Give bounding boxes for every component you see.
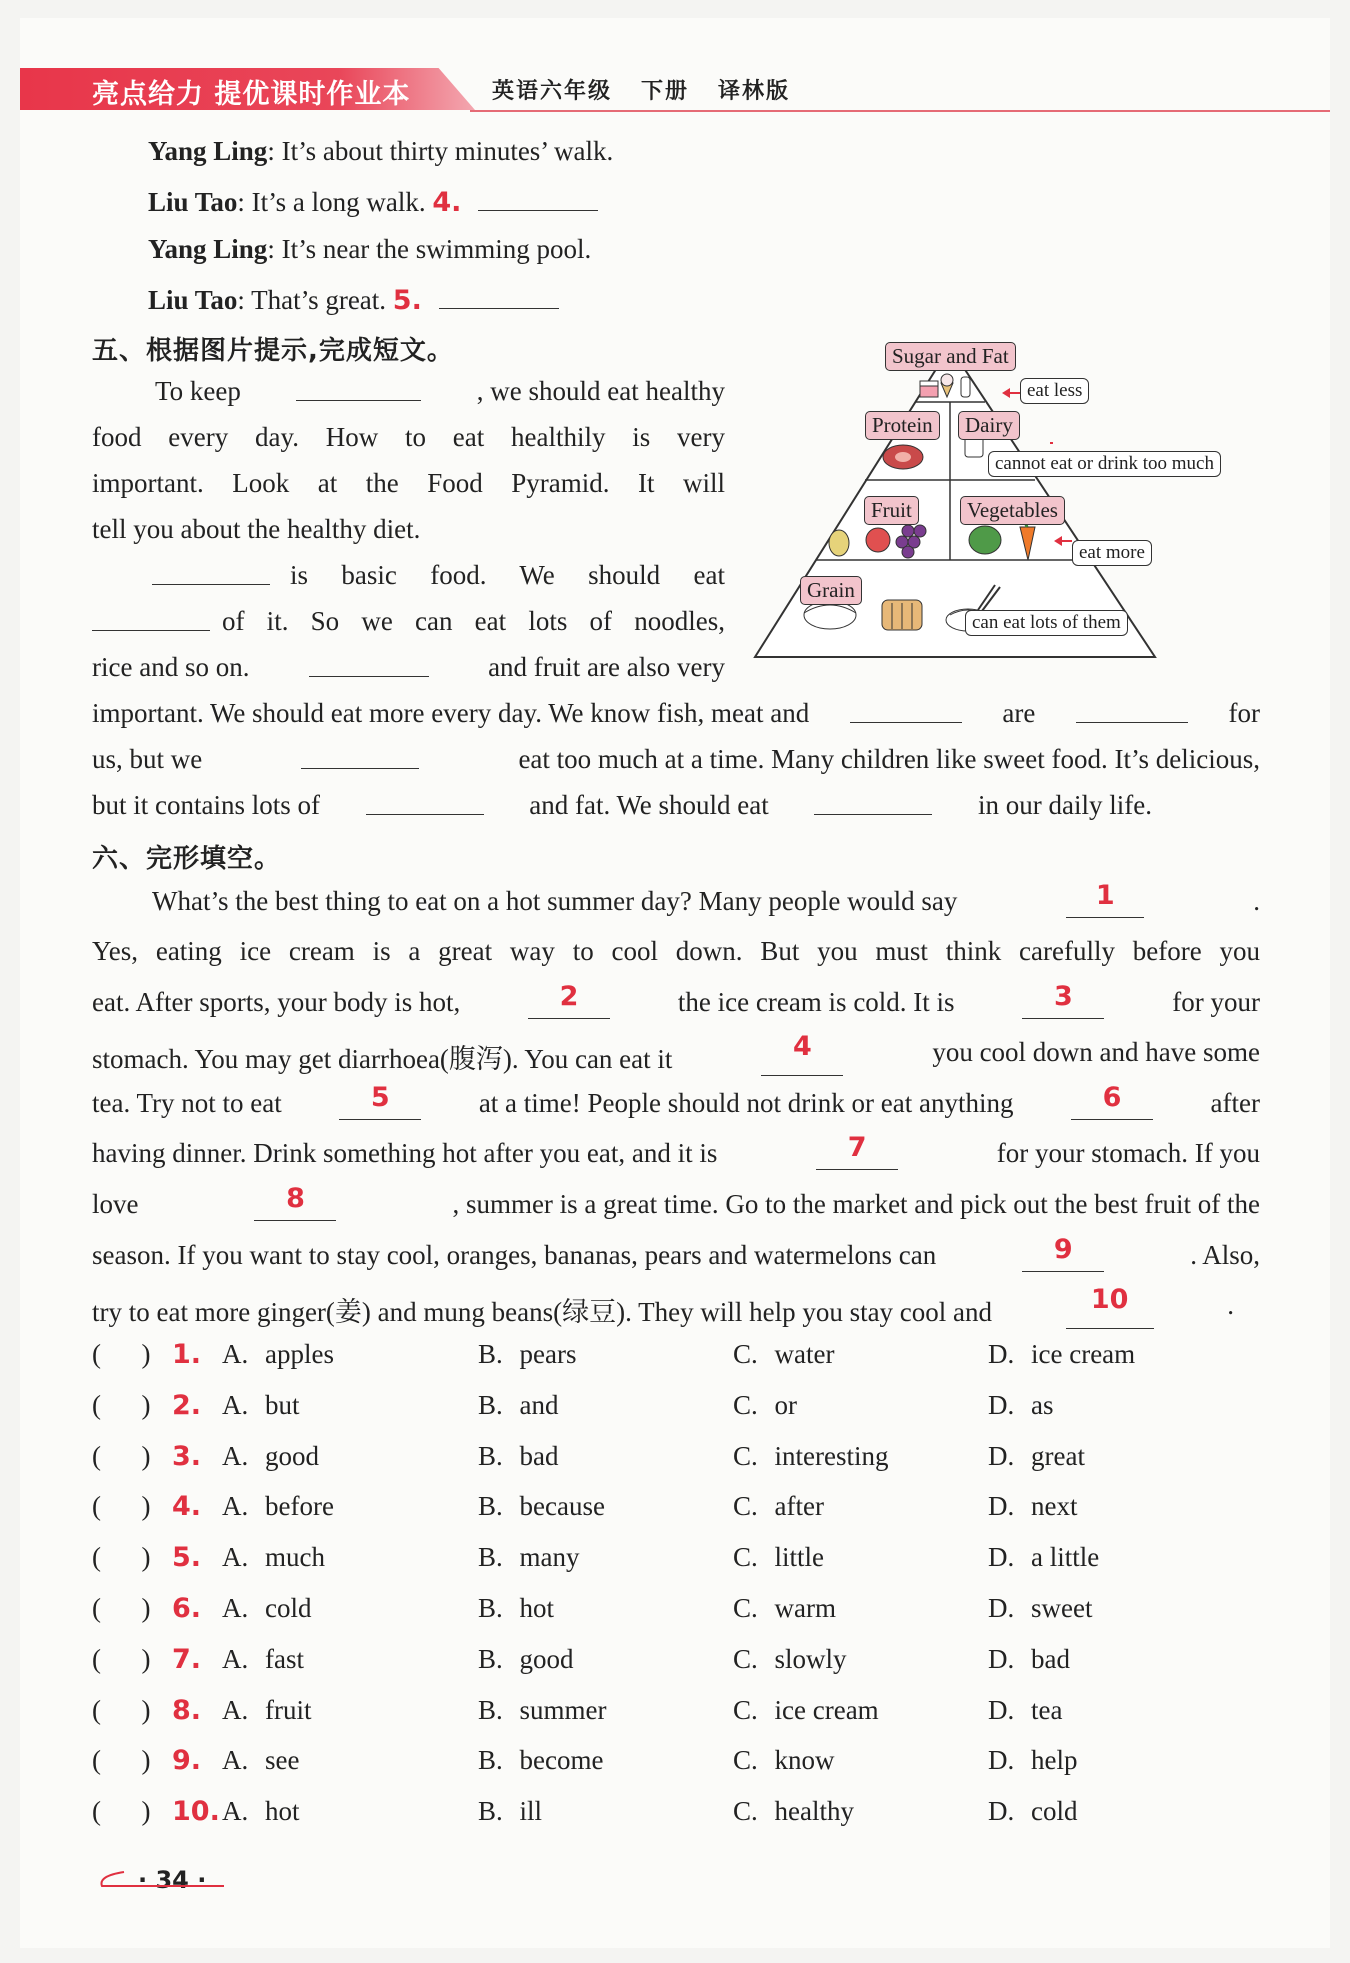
page-number: · 34 · [138, 1866, 207, 1894]
answer-blank[interactable] [296, 376, 421, 401]
text: eat too much at a time. Many children like sweet food. It’s delicious, [518, 744, 1260, 774]
option-text: cold [1031, 1796, 1078, 1827]
option-text: or [774, 1389, 798, 1420]
passage-line: tell you about the healthy diet. [92, 514, 421, 544]
text: eat. After sports, your body is hot, [92, 987, 461, 1017]
blank-number: 7 [847, 1132, 867, 1163]
answer-blank[interactable] [92, 606, 210, 631]
option-letter: D. [988, 1694, 1021, 1725]
answer-bracket[interactable]: ( ) [92, 1796, 151, 1827]
cloze-blank[interactable] [339, 1082, 421, 1120]
option-letter: A. [222, 1694, 255, 1725]
text: but it contains lots of [92, 790, 320, 820]
option-text: know [774, 1745, 835, 1776]
lettuce-icon [969, 526, 1001, 554]
option-text: and [519, 1389, 559, 1420]
text: stomach. You may get diarrhoea(腹泻). You can eat it [92, 1044, 673, 1074]
text: for your stomach. If you [996, 1138, 1260, 1168]
question-number: 9. [172, 1745, 202, 1777]
text: having dinner. Drink something hot after you eat, and it is [92, 1138, 718, 1168]
option-text: help [1031, 1745, 1078, 1776]
answer-blank[interactable] [478, 186, 598, 211]
question-number: 3. [172, 1440, 202, 1472]
question-number: 5. [172, 1542, 202, 1574]
pyramid-label-vegetables: Vegetables [960, 496, 1065, 525]
text: rice and so on. [92, 652, 250, 682]
option-letter: B. [478, 1339, 510, 1369]
question-number: 8. [172, 1694, 202, 1726]
blank-number: 2 [559, 981, 579, 1012]
text: of it. So we can eat lots of noodles, [222, 606, 725, 636]
blank-number: 5 [370, 1082, 390, 1113]
question-number: 6. [172, 1593, 202, 1624]
text: are [1002, 698, 1036, 728]
answer-blank[interactable] [301, 744, 419, 769]
text: and fat. We should eat [529, 790, 769, 820]
option-letter: D. [988, 1339, 1021, 1369]
text: after [1210, 1088, 1260, 1118]
option-a[interactable] [222, 1745, 299, 1776]
book-title: 亮点给力 提优课时作业本 [92, 79, 411, 110]
speaker-sep: : [267, 234, 282, 264]
cake-icon [920, 381, 938, 397]
answer-bracket[interactable]: ( ) [92, 1593, 151, 1623]
arrow-icon [1002, 388, 1020, 398]
passage-line: food every day. How to eat healthily is very [92, 422, 725, 452]
blank-number: 1 [1095, 880, 1115, 911]
text: is basic food. We should eat [290, 560, 725, 590]
cloze-blank[interactable] [761, 1031, 843, 1076]
speaker: Liu Tao [148, 187, 238, 217]
pyramid-note: can eat lots of them [965, 610, 1128, 636]
cloze-blank[interactable] [1066, 880, 1144, 918]
option-letter: D. [988, 1491, 1021, 1522]
option-letter: C. [733, 1643, 765, 1674]
question-number: 5. [392, 285, 422, 316]
option-text: tea [1031, 1694, 1063, 1725]
speaker: Yang Ling [148, 136, 268, 166]
answer-blank[interactable] [814, 790, 932, 815]
answer-blank[interactable] [439, 284, 559, 309]
option-c[interactable] [733, 1542, 824, 1573]
text: at a time! People should not drink or eat anything [478, 1088, 1014, 1118]
blank-number: 3 [1054, 981, 1073, 1012]
text: , summer is a great time. Go to the market and pick out the best fruit of the [452, 1189, 1260, 1219]
option-letter: C. [733, 1593, 765, 1623]
option-letter: A. [222, 1440, 255, 1471]
blank-number: 6 [1102, 1082, 1122, 1113]
answer-bracket[interactable]: ( ) [92, 1389, 151, 1420]
option-text: hot [519, 1593, 555, 1623]
dialogue-text: It’s a long walk. [251, 187, 426, 217]
option-b[interactable] [478, 1745, 603, 1776]
answer-bracket[interactable]: ( ) [92, 1694, 151, 1725]
answer-blank[interactable] [309, 652, 429, 677]
option-a[interactable] [222, 1491, 334, 1522]
option-text: before [265, 1491, 334, 1522]
option-letter: C. [733, 1389, 765, 1420]
passage-line [92, 790, 1152, 821]
option-text: cold [265, 1593, 312, 1623]
section-heading: 六、完形填空。 [92, 844, 282, 874]
option-c[interactable] [733, 1745, 835, 1776]
cloze-blank[interactable] [816, 1132, 898, 1170]
rice-bowl-icon [804, 601, 856, 629]
option-d[interactable] [988, 1796, 1078, 1827]
answer-bracket[interactable]: ( ) [92, 1491, 151, 1522]
option-letter: A. [222, 1339, 255, 1369]
option-b[interactable] [478, 1695, 607, 1726]
option-letter: C. [733, 1491, 765, 1522]
option-letter: B. [478, 1542, 510, 1573]
option-letter: A. [222, 1542, 255, 1573]
question-number: 10. [172, 1796, 220, 1828]
option-b[interactable] [478, 1644, 574, 1675]
section-heading: 五、根据图片提示,完成短文。 [92, 336, 454, 366]
option-text: because [519, 1491, 605, 1522]
passage-line [92, 606, 725, 637]
option-letter: B. [478, 1643, 510, 1674]
cloze-line: Yes, eating ice cream is a great way to cool down. But you must think carefully before you [92, 936, 1260, 966]
pyramid-note: cannot eat or drink too much [988, 451, 1221, 477]
option-d[interactable] [988, 1339, 1135, 1370]
text: . Also, [1190, 1240, 1260, 1270]
text: the ice cream is cold. It is [677, 987, 955, 1017]
pyramid-note: eat less [1020, 378, 1089, 404]
cloze-blank[interactable] [1071, 1082, 1153, 1120]
option-c[interactable] [733, 1695, 879, 1726]
option-letter: C. [733, 1542, 765, 1573]
cloze-blank[interactable] [528, 981, 610, 1019]
option-b[interactable] [478, 1491, 605, 1522]
option-d[interactable] [988, 1390, 1054, 1421]
option-text: many [519, 1542, 580, 1573]
option-b[interactable] [478, 1542, 580, 1573]
option-text: much [265, 1542, 325, 1573]
option-text: healthy [774, 1796, 854, 1827]
speaker-sep: : [267, 136, 282, 166]
answer-blank[interactable] [366, 790, 484, 815]
answer-bracket[interactable]: ( ) [92, 1339, 151, 1369]
option-text: as [1031, 1389, 1054, 1420]
option-c[interactable] [733, 1339, 834, 1370]
text: . [1227, 1290, 1234, 1320]
option-text: hot [265, 1796, 300, 1827]
text: important. We should eat more every day. We know fish, meat and [92, 698, 810, 728]
apple-icon [866, 528, 890, 552]
answer-bracket[interactable]: ( ) [92, 1745, 151, 1776]
cloze-line [92, 1082, 1260, 1120]
option-letter: A. [222, 1389, 255, 1420]
option-text: water [774, 1339, 835, 1369]
pyramid-label-sugar-fat: Sugar and Fat [885, 342, 1016, 371]
option-letter: D. [988, 1796, 1021, 1827]
answer-blank[interactable] [1076, 698, 1188, 723]
text: love [92, 1189, 139, 1219]
option-a[interactable] [222, 1593, 312, 1624]
option-text: next [1031, 1491, 1078, 1522]
answer-bracket[interactable]: ( ) [92, 1542, 151, 1573]
option-letter: A. [222, 1491, 255, 1522]
cloze-line [152, 880, 1260, 918]
answer-bracket[interactable]: ( ) [92, 1440, 151, 1471]
option-c[interactable] [733, 1644, 847, 1675]
option-letter: B. [478, 1796, 510, 1827]
option-c[interactable] [733, 1390, 797, 1421]
option-letter: C. [733, 1339, 765, 1369]
option-text: interesting [774, 1440, 889, 1471]
text: , we should eat healthy [476, 376, 725, 406]
answer-bracket[interactable]: ( ) [92, 1643, 151, 1674]
option-letter: D. [988, 1389, 1021, 1420]
text: in our daily life. [978, 790, 1152, 820]
dialogue-text: That’s great. [251, 285, 387, 315]
blank-number: 10 [1090, 1284, 1129, 1315]
option-c[interactable] [733, 1593, 836, 1624]
option-letter: D. [988, 1440, 1021, 1471]
option-a[interactable] [222, 1695, 312, 1726]
option-a[interactable] [222, 1644, 304, 1675]
option-letter: D. [988, 1745, 1021, 1776]
blank-number: 8 [286, 1183, 305, 1214]
option-text: see [265, 1745, 300, 1776]
speaker: Liu Tao [148, 285, 238, 315]
option-letter: B. [478, 1694, 510, 1725]
option-letter: D. [988, 1593, 1021, 1623]
text: try to eat more ginger(姜) and mung beans(绿豆). They will help you stay cool and [92, 1297, 993, 1327]
pyramid-label-fruit: Fruit [864, 496, 919, 525]
question-number: 4. [432, 187, 462, 218]
passage-line [155, 376, 725, 407]
option-a[interactable] [222, 1441, 319, 1472]
text: and fruit are also very [488, 652, 725, 682]
option-d[interactable] [988, 1542, 1099, 1573]
option-a[interactable] [222, 1796, 300, 1827]
option-text: fast [265, 1643, 304, 1674]
cloze-line [92, 1132, 1260, 1170]
blank-number: 4 [792, 1031, 812, 1062]
option-d[interactable] [988, 1695, 1062, 1726]
option-text: sweet [1031, 1593, 1093, 1623]
option-text: apples [265, 1339, 334, 1369]
option-text: after [774, 1491, 824, 1522]
option-text: ice cream [1031, 1339, 1136, 1369]
option-d[interactable] [988, 1441, 1085, 1472]
passage-line [92, 652, 725, 683]
option-letter: B. [478, 1389, 510, 1420]
meat-icon [883, 445, 923, 469]
option-letter: C. [733, 1694, 765, 1725]
option-letter: B. [478, 1745, 510, 1776]
cloze-blank[interactable] [1066, 1284, 1154, 1329]
text: tea. Try not to eat [92, 1088, 282, 1118]
cloze-line [92, 1183, 1260, 1221]
option-d[interactable] [988, 1644, 1070, 1675]
pyramid-label-dairy: Dairy [958, 411, 1020, 440]
passage-line [152, 560, 725, 591]
option-letter: C. [733, 1440, 765, 1471]
option-a[interactable] [222, 1390, 300, 1421]
book-subtitle: 英语六年级 下册 译林版 [492, 79, 790, 104]
option-text: pears [519, 1339, 577, 1369]
dialogue-text: It’s near the swimming pool. [281, 234, 592, 264]
option-b[interactable] [478, 1339, 576, 1370]
option-letter: B. [478, 1491, 510, 1522]
cloze-line [92, 981, 1260, 1019]
bread-icon [882, 600, 922, 630]
question-number: 7. [172, 1643, 202, 1675]
option-text: warm [774, 1593, 836, 1623]
dialogue-line [148, 284, 559, 316]
pyramid-label-grain: Grain [800, 576, 862, 605]
option-text: summer [519, 1694, 607, 1725]
dialogue-line [148, 234, 591, 265]
option-text: good [519, 1643, 574, 1674]
option-text: little [774, 1542, 825, 1573]
option-b[interactable] [478, 1441, 559, 1472]
option-c[interactable] [733, 1491, 824, 1522]
option-c[interactable] [733, 1796, 854, 1827]
option-letter: B. [478, 1440, 510, 1471]
option-text: ill [519, 1796, 543, 1827]
question-number: 4. [172, 1491, 202, 1523]
text: for [1228, 698, 1260, 728]
question-number: 2. [172, 1389, 202, 1421]
dialogue-text: It’s about thirty minutes’ walk. [281, 136, 614, 166]
pear-icon [829, 530, 849, 556]
option-letter: C. [733, 1796, 765, 1827]
text: you cool down and have some [932, 1037, 1260, 1067]
passage-line: important. Look at the Food Pyramid. It will [92, 468, 725, 498]
passage-line [92, 698, 1260, 729]
option-d[interactable] [988, 1491, 1078, 1522]
pyramid-note: eat more [1072, 540, 1152, 566]
option-text: fruit [265, 1694, 312, 1725]
option-letter: D. [988, 1643, 1021, 1674]
text: for your [1172, 987, 1260, 1017]
option-text: bad [519, 1440, 559, 1471]
text: To keep [155, 376, 241, 406]
option-letter: A. [222, 1643, 255, 1674]
cloze-blank[interactable] [1022, 1234, 1104, 1272]
dialogue-line [148, 186, 598, 218]
option-letter: B. [478, 1593, 510, 1623]
option-letter: C. [733, 1745, 765, 1776]
option-b[interactable] [478, 1593, 554, 1624]
answer-blank[interactable] [152, 560, 270, 585]
option-letter: A. [222, 1796, 255, 1827]
option-a[interactable] [222, 1339, 334, 1370]
option-c[interactable] [733, 1441, 889, 1472]
option-text: become [519, 1745, 604, 1776]
option-text: ice cream [774, 1694, 879, 1725]
answer-blank[interactable] [850, 698, 962, 723]
cloze-line [92, 1284, 1234, 1329]
option-letter: D. [988, 1542, 1021, 1573]
cloze-blank[interactable] [254, 1183, 336, 1221]
text: season. If you want to stay cool, oranges, bananas, pears and watermelons can [92, 1240, 937, 1270]
text: us, but we [92, 744, 203, 774]
option-text: bad [1031, 1643, 1070, 1674]
option-d[interactable] [988, 1745, 1078, 1776]
option-a[interactable] [222, 1542, 325, 1573]
option-text: good [265, 1440, 319, 1471]
option-b[interactable] [478, 1390, 559, 1421]
option-text: great [1031, 1440, 1085, 1471]
speaker-sep: : [237, 285, 252, 315]
pyramid-label-protein: Protein [865, 411, 940, 440]
cloze-line [92, 1234, 1260, 1272]
passage-line [92, 744, 1260, 775]
cloze-line [92, 1031, 1260, 1076]
option-d[interactable] [988, 1593, 1092, 1624]
option-letter: A. [222, 1745, 255, 1776]
text: What’s the best thing to eat on a hot summer day? Many people would say [152, 886, 958, 916]
dialogue-line [148, 136, 613, 167]
option-letter: A. [222, 1593, 255, 1623]
footer-swoosh-icon [96, 1868, 231, 1890]
speaker: Yang Ling [148, 234, 268, 264]
option-text: a little [1031, 1542, 1100, 1573]
cloze-blank[interactable] [1022, 981, 1104, 1019]
option-text: but [265, 1389, 300, 1420]
text: . [1253, 886, 1260, 916]
speaker-sep: : [237, 187, 252, 217]
option-b[interactable] [478, 1796, 542, 1827]
option-text: slowly [774, 1643, 847, 1674]
bottle-icon [961, 377, 970, 397]
header-rule [470, 110, 1330, 112]
blank-number: 9 [1053, 1234, 1073, 1265]
question-number: 1. [172, 1339, 202, 1370]
